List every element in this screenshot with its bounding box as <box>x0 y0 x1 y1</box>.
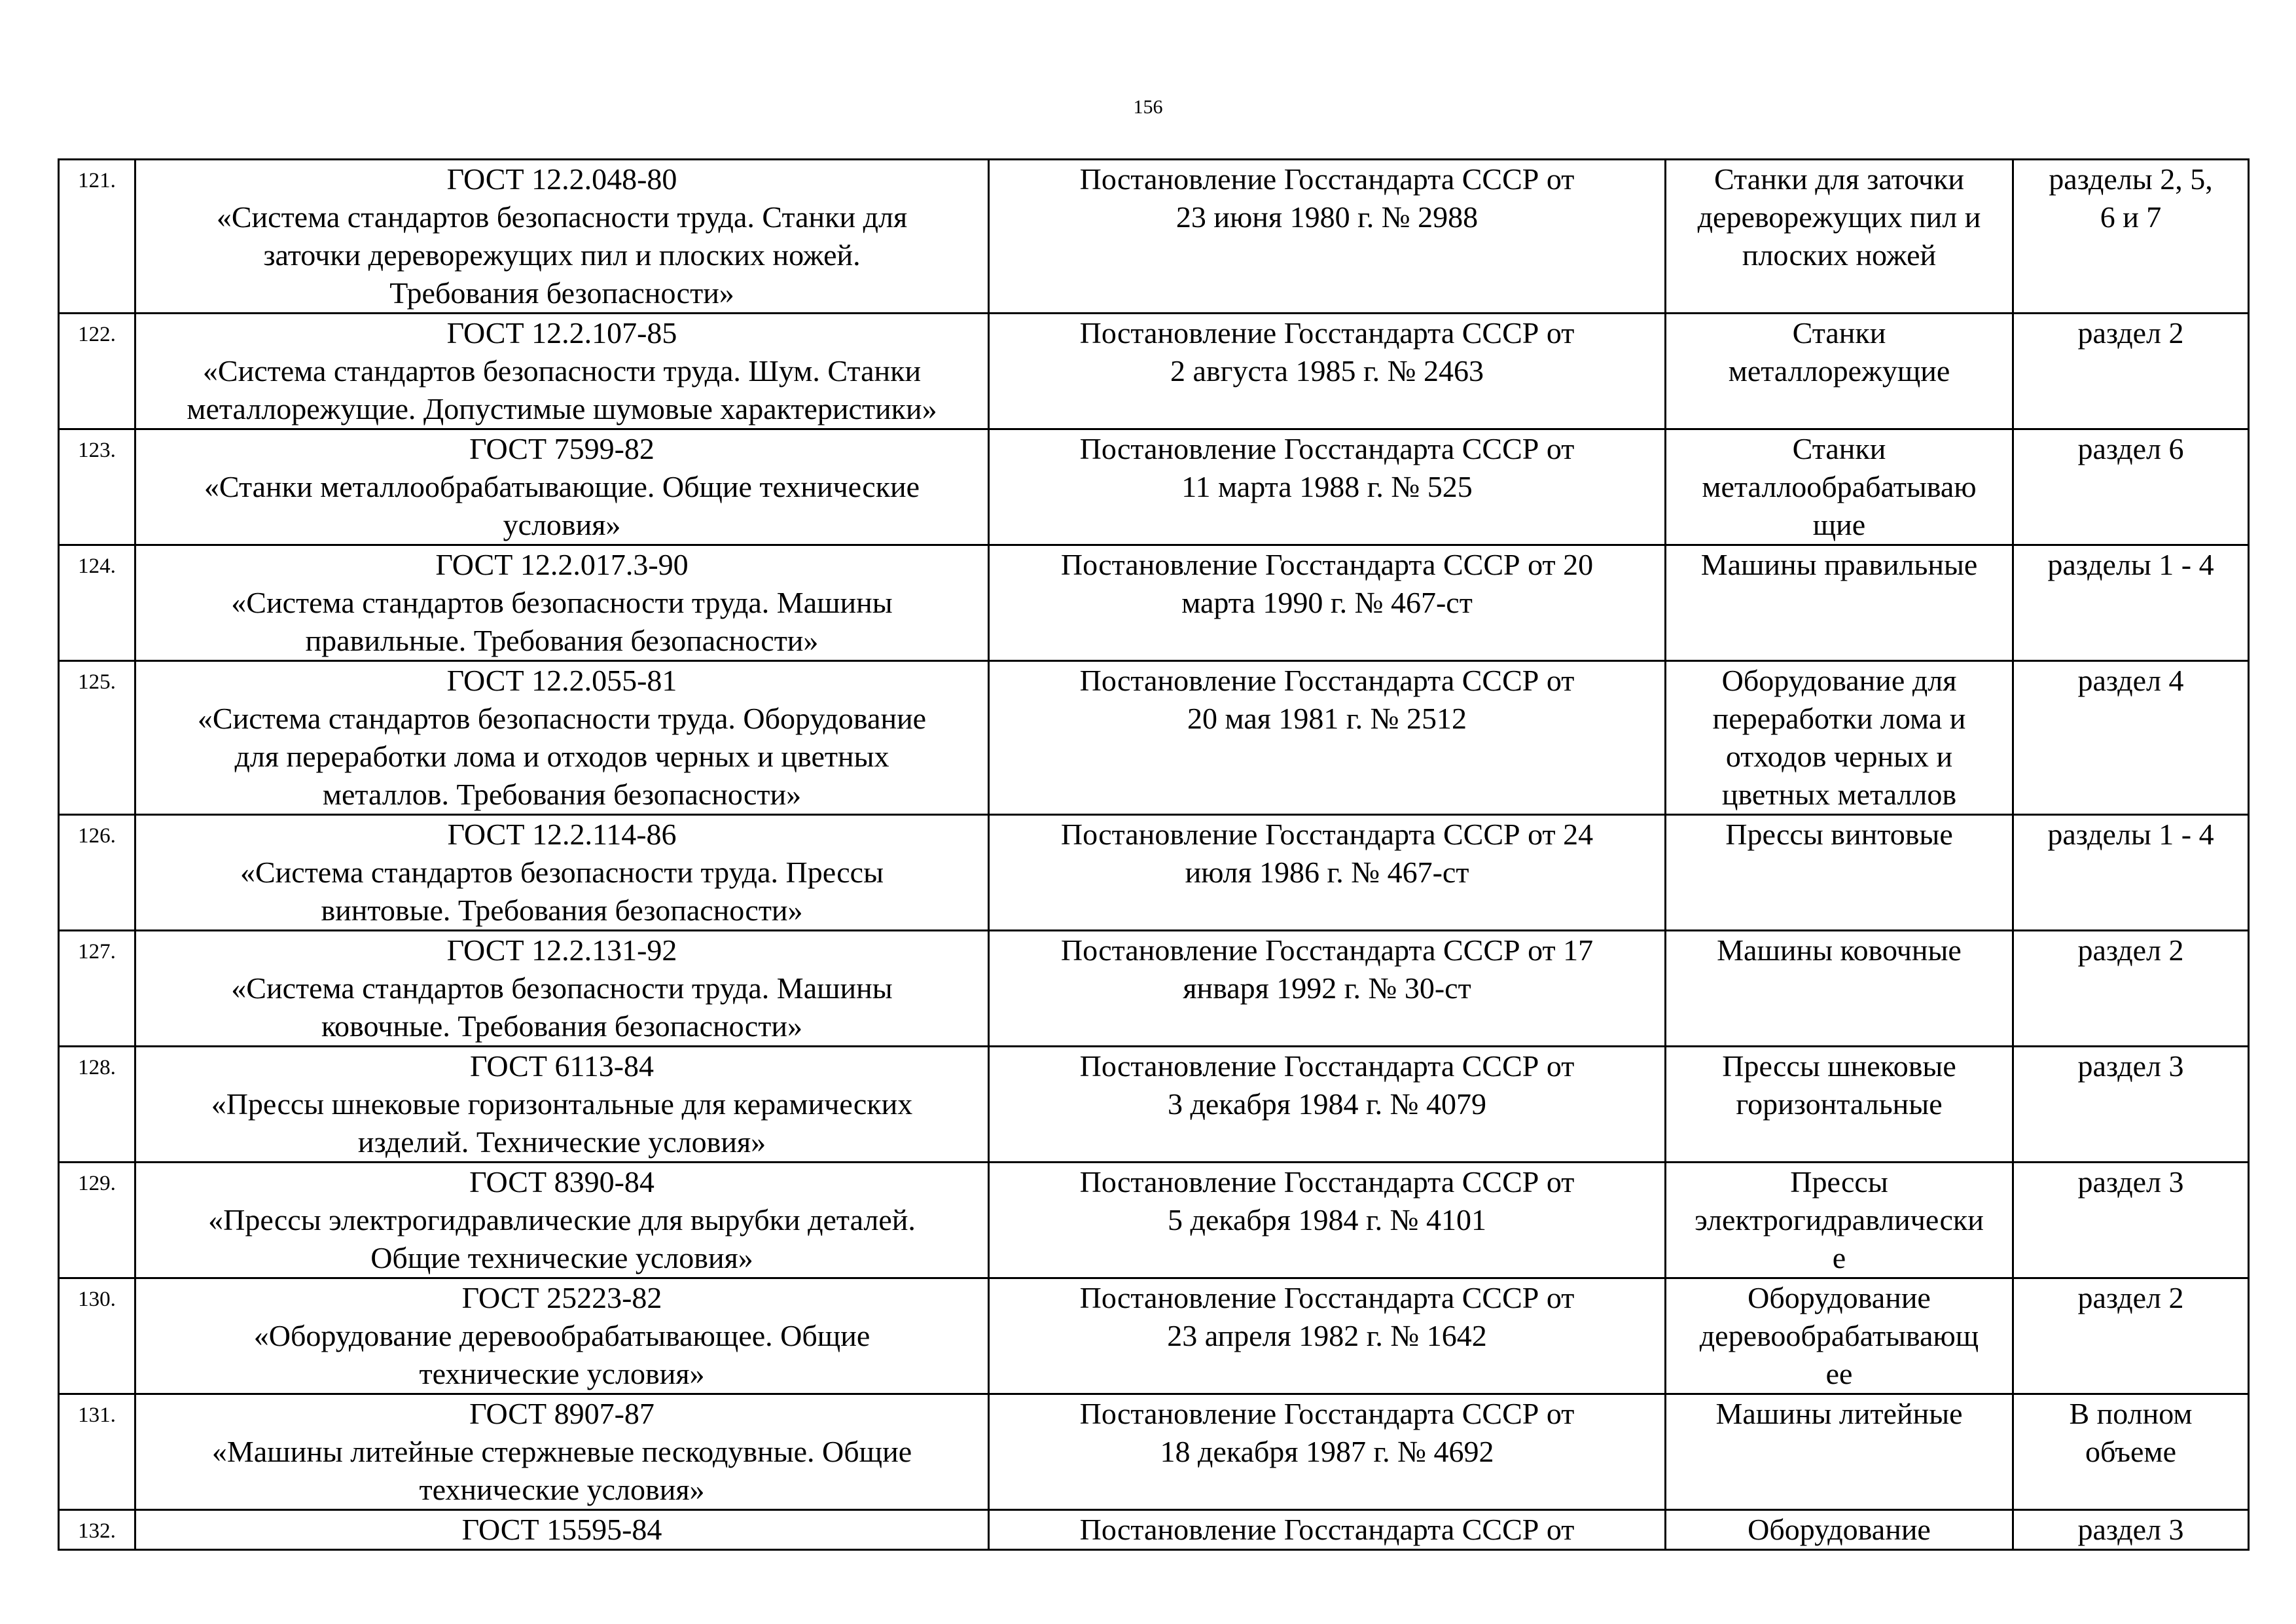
table-row <box>59 931 2249 1047</box>
row-number: 129. <box>59 1163 135 1278</box>
applicable-sections: разделы 1 - 4 <box>2013 545 2249 661</box>
regulated-object: Машины литейные <box>1666 1394 2013 1510</box>
row-number: 124. <box>59 545 135 661</box>
table-row <box>59 1278 2249 1394</box>
page-number: 156 <box>1133 96 1163 118</box>
row-number: 126. <box>59 815 135 931</box>
row-number: 125. <box>59 661 135 815</box>
row-number: 122. <box>59 314 135 429</box>
regulated-object: Прессы шнековые горизонтальные <box>1666 1047 2013 1163</box>
standards-table <box>58 158 2250 1551</box>
approval-act: Постановление Госстандарта СССР от 23 апреля 1982 г. № 1642 <box>989 1278 1666 1394</box>
regulated-object: Прессы электрогидравлически е <box>1666 1163 2013 1278</box>
table-row <box>59 160 2249 314</box>
applicable-sections: В полном объеме <box>2013 1394 2249 1510</box>
table-row <box>59 1163 2249 1278</box>
applicable-sections: раздел 6 <box>2013 429 2249 545</box>
row-number: 121. <box>59 160 135 314</box>
applicable-sections: раздел 3 <box>2013 1047 2249 1163</box>
approval-act: Постановление Госстандарта СССР от <box>989 1510 1666 1550</box>
table-row <box>59 1510 2249 1550</box>
regulated-object: Прессы винтовые <box>1666 815 2013 931</box>
standard-document: ГОСТ 7599-82 «Станки металлообрабатывающие. Общие технические условия» <box>135 429 989 545</box>
approval-act: Постановление Госстандарта СССР от 20 марта 1990 г. № 467-ст <box>989 545 1666 661</box>
approval-act: Постановление Госстандарта СССР от 20 мая 1981 г. № 2512 <box>989 661 1666 815</box>
approval-act: Постановление Госстандарта СССР от 11 марта 1988 г. № 525 <box>989 429 1666 545</box>
standard-document: ГОСТ 12.2.107-85 «Система стандартов безопасности труда. Шум. Станки металлорежущие. Допустимые шумовые характеристики» <box>135 314 989 429</box>
standard-document: ГОСТ 12.2.017.3-90 «Система стандартов безопасности труда. Машины правильные. Требования безопасности» <box>135 545 989 661</box>
row-number: 130. <box>59 1278 135 1394</box>
applicable-sections: раздел 3 <box>2013 1163 2249 1278</box>
regulated-object: Оборудование для переработки лома и отходов черных и цветных металлов <box>1666 661 2013 815</box>
regulated-object: Машины правильные <box>1666 545 2013 661</box>
standard-document: ГОСТ 25223-82 «Оборудование деревообрабатывающее. Общие технические условия» <box>135 1278 989 1394</box>
standard-document: ГОСТ 12.2.131-92 «Система стандартов безопасности труда. Машины ковочные. Требования безопасности» <box>135 931 989 1047</box>
regulated-object: Станки металлорежущие <box>1666 314 2013 429</box>
approval-act: Постановление Госстандарта СССР от 2 августа 1985 г. № 2463 <box>989 314 1666 429</box>
row-number: 132. <box>59 1510 135 1550</box>
applicable-sections: разделы 2, 5, 6 и 7 <box>2013 160 2249 314</box>
standard-document: ГОСТ 8907-87 «Машины литейные стержневые пескодувные. Общие технические условия» <box>135 1394 989 1510</box>
approval-act: Постановление Госстандарта СССР от 3 декабря 1984 г. № 4079 <box>989 1047 1666 1163</box>
row-number: 127. <box>59 931 135 1047</box>
standard-document: ГОСТ 6113-84 «Прессы шнековые горизонтальные для керамических изделий. Технические условия» <box>135 1047 989 1163</box>
approval-act: Постановление Госстандарта СССР от 23 июня 1980 г. № 2988 <box>989 160 1666 314</box>
regulated-object: Оборудование деревообрабатывающ ее <box>1666 1278 2013 1394</box>
standard-document: ГОСТ 12.2.048-80 «Система стандартов безопасности труда. Станки для заточки дереворежущих пил и плоских ножей. Требования безопасности» <box>135 160 989 314</box>
row-number: 123. <box>59 429 135 545</box>
approval-act: Постановление Госстандарта СССР от 17 января 1992 г. № 30-ст <box>989 931 1666 1047</box>
approval-act: Постановление Госстандарта СССР от 24 июля 1986 г. № 467-ст <box>989 815 1666 931</box>
table-row <box>59 545 2249 661</box>
approval-act: Постановление Госстандарта СССР от 5 декабря 1984 г. № 4101 <box>989 1163 1666 1278</box>
table-row <box>59 314 2249 429</box>
standard-document: ГОСТ 8390-84 «Прессы электрогидравлические для вырубки деталей. Общие технические условия» <box>135 1163 989 1278</box>
applicable-sections: раздел 2 <box>2013 1278 2249 1394</box>
regulated-object: Машины ковочные <box>1666 931 2013 1047</box>
applicable-sections: раздел 2 <box>2013 314 2249 429</box>
applicable-sections: раздел 3 <box>2013 1510 2249 1550</box>
standard-document: ГОСТ 15595-84 <box>135 1510 989 1550</box>
regulated-object: Станки металлообрабатываю щие <box>1666 429 2013 545</box>
approval-act: Постановление Госстандарта СССР от 18 декабря 1987 г. № 4692 <box>989 1394 1666 1510</box>
applicable-sections: раздел 2 <box>2013 931 2249 1047</box>
table-row <box>59 429 2249 545</box>
table-row <box>59 1047 2249 1163</box>
table-row <box>59 815 2249 931</box>
applicable-sections: разделы 1 - 4 <box>2013 815 2249 931</box>
applicable-sections: раздел 4 <box>2013 661 2249 815</box>
regulated-object: Оборудование <box>1666 1510 2013 1550</box>
row-number: 131. <box>59 1394 135 1510</box>
standard-document: ГОСТ 12.2.055-81 «Система стандартов безопасности труда. Оборудование для переработки лома и отходов черных и цветных металлов. Требования безопасности» <box>135 661 989 815</box>
row-number: 128. <box>59 1047 135 1163</box>
regulated-object: Станки для заточки дереворежущих пил и плоских ножей <box>1666 160 2013 314</box>
table-row <box>59 661 2249 815</box>
table-row <box>59 1394 2249 1510</box>
standard-document: ГОСТ 12.2.114-86 «Система стандартов безопасности труда. Прессы винтовые. Требования безопасности» <box>135 815 989 931</box>
